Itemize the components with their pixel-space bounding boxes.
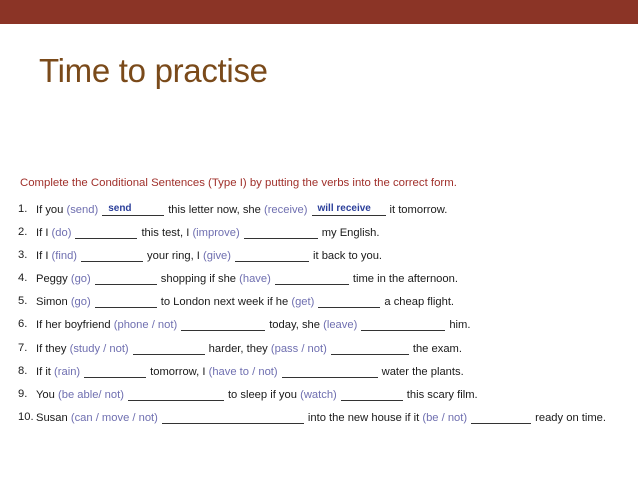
answer-blank[interactable] <box>128 388 224 401</box>
answer-blank[interactable] <box>84 365 146 378</box>
answer-blank[interactable] <box>361 318 445 331</box>
answer-blank[interactable] <box>244 226 318 239</box>
answer-blank[interactable] <box>312 203 386 216</box>
item-number: 4. <box>18 272 28 285</box>
item-number: 7. <box>18 341 28 354</box>
exercise-row <box>18 365 638 388</box>
sentence-text: If you <box>36 204 64 216</box>
sentence-text: time in the afternoon. <box>352 273 458 286</box>
sentence-text: my English. <box>321 227 380 240</box>
item-number: 3. <box>18 249 28 262</box>
sentence-text: it tomorrow. <box>389 204 448 216</box>
sentence-text: this letter now, she <box>168 204 261 216</box>
exercise-row <box>18 295 638 318</box>
sentence-text: If her boyfriend <box>36 319 111 332</box>
answer-blank[interactable] <box>471 411 531 424</box>
verb-hint: (do) <box>51 227 72 240</box>
item-number: 2. <box>18 226 28 239</box>
answer-blank[interactable] <box>282 365 378 378</box>
exercise-row <box>18 388 638 411</box>
verb-hint: (send) <box>66 204 99 216</box>
verb-hint: (have to / not) <box>208 365 278 378</box>
sentence <box>36 272 458 285</box>
verb-hint: (study / not) <box>69 342 129 355</box>
sentence-text: your ring, I <box>147 250 200 263</box>
verb-hint: (improve) <box>192 227 240 240</box>
answer-blank[interactable] <box>133 342 205 355</box>
answer-blank[interactable] <box>95 295 157 308</box>
exercise-row <box>18 342 638 365</box>
exercise-row <box>18 226 638 249</box>
sentence-text: ready on time. <box>535 411 607 424</box>
verb-hint: (receive) <box>263 204 308 216</box>
sentence <box>36 249 382 262</box>
answer-blank[interactable] <box>318 295 380 308</box>
answer-blank[interactable] <box>81 249 143 262</box>
sentence-text: Simon <box>36 296 68 309</box>
verb-hint: (watch) <box>300 388 337 401</box>
sentence-text: to London next week if he <box>160 296 289 309</box>
sentence-text: water the plants. <box>381 365 464 378</box>
sentence-text: If they <box>36 342 67 355</box>
sentence-text: to sleep if you <box>227 388 297 401</box>
sentence <box>36 295 454 308</box>
sentence-text: it back to you. <box>313 250 383 263</box>
answer-blank[interactable] <box>341 388 403 401</box>
sentence <box>36 226 380 239</box>
sentence-text: tomorrow, I <box>150 365 206 378</box>
verb-hint: (rain) <box>54 365 81 378</box>
sentence-text: a cheap flight. <box>384 296 455 309</box>
sentence-text: the exam. <box>412 342 462 355</box>
sentence-text: If I <box>36 227 49 240</box>
verb-hint: (get) <box>291 296 315 309</box>
exercise-row <box>18 249 638 272</box>
sentence-text: You <box>36 388 55 401</box>
sentence <box>36 342 462 355</box>
answer-blank[interactable] <box>331 342 409 355</box>
exercise-instruction: Complete the Conditional Sentences (Type I) by putting the verbs into the correct form. <box>20 177 457 189</box>
exercise-row <box>18 411 638 434</box>
sentence-text: into the new house if it <box>307 411 420 424</box>
item-number: 9. <box>18 387 28 400</box>
verb-hint: (pass / not) <box>270 342 327 355</box>
sentence-text: today, she <box>269 319 320 332</box>
answer-blank[interactable] <box>275 272 349 285</box>
verb-hint: (go) <box>70 296 91 309</box>
item-number: 1. <box>18 203 28 215</box>
item-number: 10. <box>18 410 34 423</box>
item-number: 6. <box>18 318 28 331</box>
sentence-text: Susan <box>36 411 68 424</box>
answer-text: will receive <box>317 203 371 214</box>
answer-blank[interactable] <box>162 411 304 424</box>
sentence-text: him. <box>449 319 471 332</box>
answer-text: send <box>108 203 132 214</box>
sentence <box>36 388 478 401</box>
sentence-text: If it <box>36 365 51 378</box>
verb-hint: (give) <box>203 250 231 263</box>
item-number: 5. <box>18 295 28 308</box>
exercise-row <box>18 318 638 341</box>
verb-hint: (can / move / not) <box>70 411 158 424</box>
exercise-row <box>18 272 638 295</box>
sentence-text: If I <box>36 250 49 263</box>
sentence <box>36 411 606 424</box>
verb-hint: (be / not) <box>422 411 468 424</box>
answer-blank[interactable] <box>102 203 164 216</box>
sentence <box>36 203 447 216</box>
item-number: 8. <box>18 364 28 377</box>
exercise-row <box>18 203 638 226</box>
verb-hint: (go) <box>70 273 91 286</box>
verb-hint: (phone / not) <box>113 319 178 332</box>
sentence-text: harder, they <box>208 342 268 355</box>
verb-hint: (be able/ not) <box>58 388 124 401</box>
sentence <box>36 365 464 378</box>
verb-hint: (find) <box>51 250 78 263</box>
answer-blank[interactable] <box>181 318 265 331</box>
sentence-text: Peggy <box>36 273 68 286</box>
slide-title: Time to practise <box>39 52 268 89</box>
answer-blank[interactable] <box>235 249 309 262</box>
sentence-text: this test, I <box>141 227 190 240</box>
verb-hint: (leave) <box>323 319 358 332</box>
sentence-text: shopping if she <box>160 273 237 286</box>
sentence <box>36 318 470 331</box>
verb-hint: (have) <box>239 273 271 286</box>
header-bar <box>0 0 638 24</box>
exercise-list <box>18 203 638 434</box>
answer-blank[interactable] <box>75 226 137 239</box>
answer-blank[interactable] <box>95 272 157 285</box>
sentence-text: this scary film. <box>406 388 478 401</box>
